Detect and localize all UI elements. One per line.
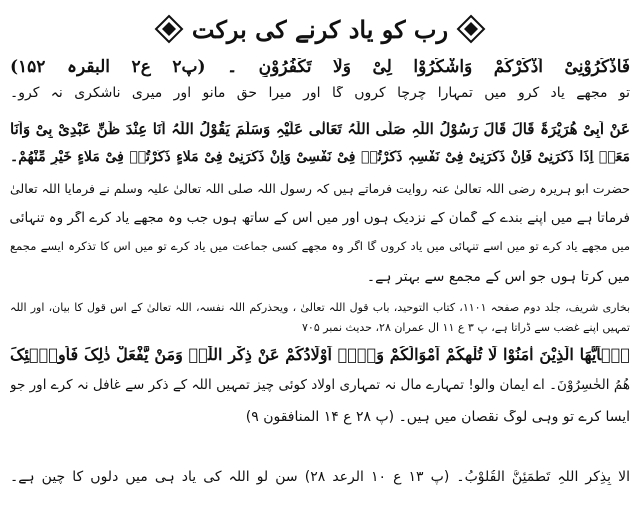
ornament-right-icon bbox=[154, 14, 184, 44]
page-title: رب کو یاد کرنے کی برکت bbox=[191, 14, 449, 44]
quran-verse-1: فَاذْکُرُوْنِیْ اَذْکُرْکُمْ وَاشْکُرُوْا لِیْ وَلَا تَکْفُرُوْنِ ۔ (پ۲ ع۲ البقرہ ۱۵۲) bbox=[10, 58, 630, 77]
verse-1-translation: تو مجھے یاد کرو میں تمہارا چرچا کروں گا اور میرا حق مانو اور میری ناشکری نہ کرو۔ bbox=[10, 86, 630, 101]
hadith-translation-line-3: میں مجھے یاد کرے تو میں اسے تنہائی میں یاد کروں گا اگر وہ مجھے کسی جماعت میں یاد کرے تو میں اس کا تذکرہ ایسے مجمع bbox=[10, 240, 630, 253]
hadith-translation-line-2: فرماتا ہے میں اپنے بندے کے گمان کے نزدیک ہوں اور میں اُس کے ساتھ ہوں جب وہ مجھے یاد کرے اگر وہ تنہائی bbox=[10, 211, 630, 226]
verse-2-translation: ایسا کرے تو وہی لوگ نقصان میں ہیں۔ (پ ۲۸ ع ۱۴ المنافقون ۹) bbox=[245, 410, 630, 425]
hadith-arabic-line-2: مَعَہٗ اِذَا ذَکَرَنِیْ فَاِنْ ذَکَرَنِیْ فِیْ نَفْسِہٖ ذَکَرْتُہٗ فِیْ نَفْسِیْ وَاِنْ ذَکَرَنِیْ فِیْ مَلَاءٍ ذَکَرْتُہٗ فِیْ مَلَاءٍ خَیْرٍ مِّنْھُمْ۔ bbox=[10, 150, 630, 165]
hadith-translation-line-4: میں کرتا ہوں جو اس کے مجمع سے بہتر ہے۔ bbox=[366, 270, 630, 285]
quran-verse-2-line-1: یٰۤاَیُّھَا الَّذِیْنَ اٰمَنُوْا لَا تُلْھِکُمْ اَمْوَالُکُمْ وَلَاۤ اَوْلَادُکُمْ عَنْ ذِکْرِ اللّٰہِ وَمَنْ یَّفْعَلْ ذٰلِکَ فَاُولٰۤئِکَ bbox=[10, 346, 630, 364]
quran-verse-3: اَلَا بِذِکْرِ اللّٰہِ تَطْمَئِنُّ الْقُلُوْبُ۔ (پ ۱۳ ع ۱۰ الرعد ۲۸) سن لو اللہ کی یاد ہی میں دلوں کا چین ہے۔ bbox=[10, 470, 630, 485]
hadith-reference-line-2: تمہیں اپنے غضب سے ڈراتا ہے، پ ۳ ع ۱۱ آل عمران ۲۸، حدیث نمبر ۷۰۵ bbox=[302, 322, 630, 334]
hadith-translation-line-1: حضرت ابو ہریرہ رضی اللہ تعالیٰ عنہ روایت فرماتے ہیں کہ رسول اللہ صلی اللہ تعالیٰ علیہ وسلم نے فرمایا اللہ تعالیٰ bbox=[10, 182, 630, 196]
hadith-reference-line-1: بخاری شریف، جلد دوم صفحہ ۱۱۰۱، کتاب التوحید، باب قول اللہ تعالیٰ ، ویحذرکم اللہ نفسہ، اللہ تعالیٰ کے اس قول کا بیان، اور اللہ bbox=[10, 302, 630, 314]
ornament-left-icon bbox=[456, 14, 486, 44]
hadith-arabic-line-1: عَنْ اَبِیْ ھُرَیْرَۃَ قَالَ قَالَ رَسُوْلُ اللّٰہِ صَلَّی اللّٰہُ تَعَالٰی عَلَیْہِ وَسَلَّمَ یَقُوْلُ اللّٰہُ اَنَا عِنْدَ ظَنِّ عَبْدِیْ بِیْ وَاَنَا bbox=[10, 121, 630, 138]
quran-verse-2-line-2: ھُمُ الْخٰسِرُوْنَ۔ اے ایمان والو! تمہارے مال نہ تمہاری اولاد کوئی چیز تمہیں اللہ کے ذکر سے غافل نہ کرے اور جو bbox=[10, 378, 630, 393]
title-banner bbox=[0, 8, 640, 50]
